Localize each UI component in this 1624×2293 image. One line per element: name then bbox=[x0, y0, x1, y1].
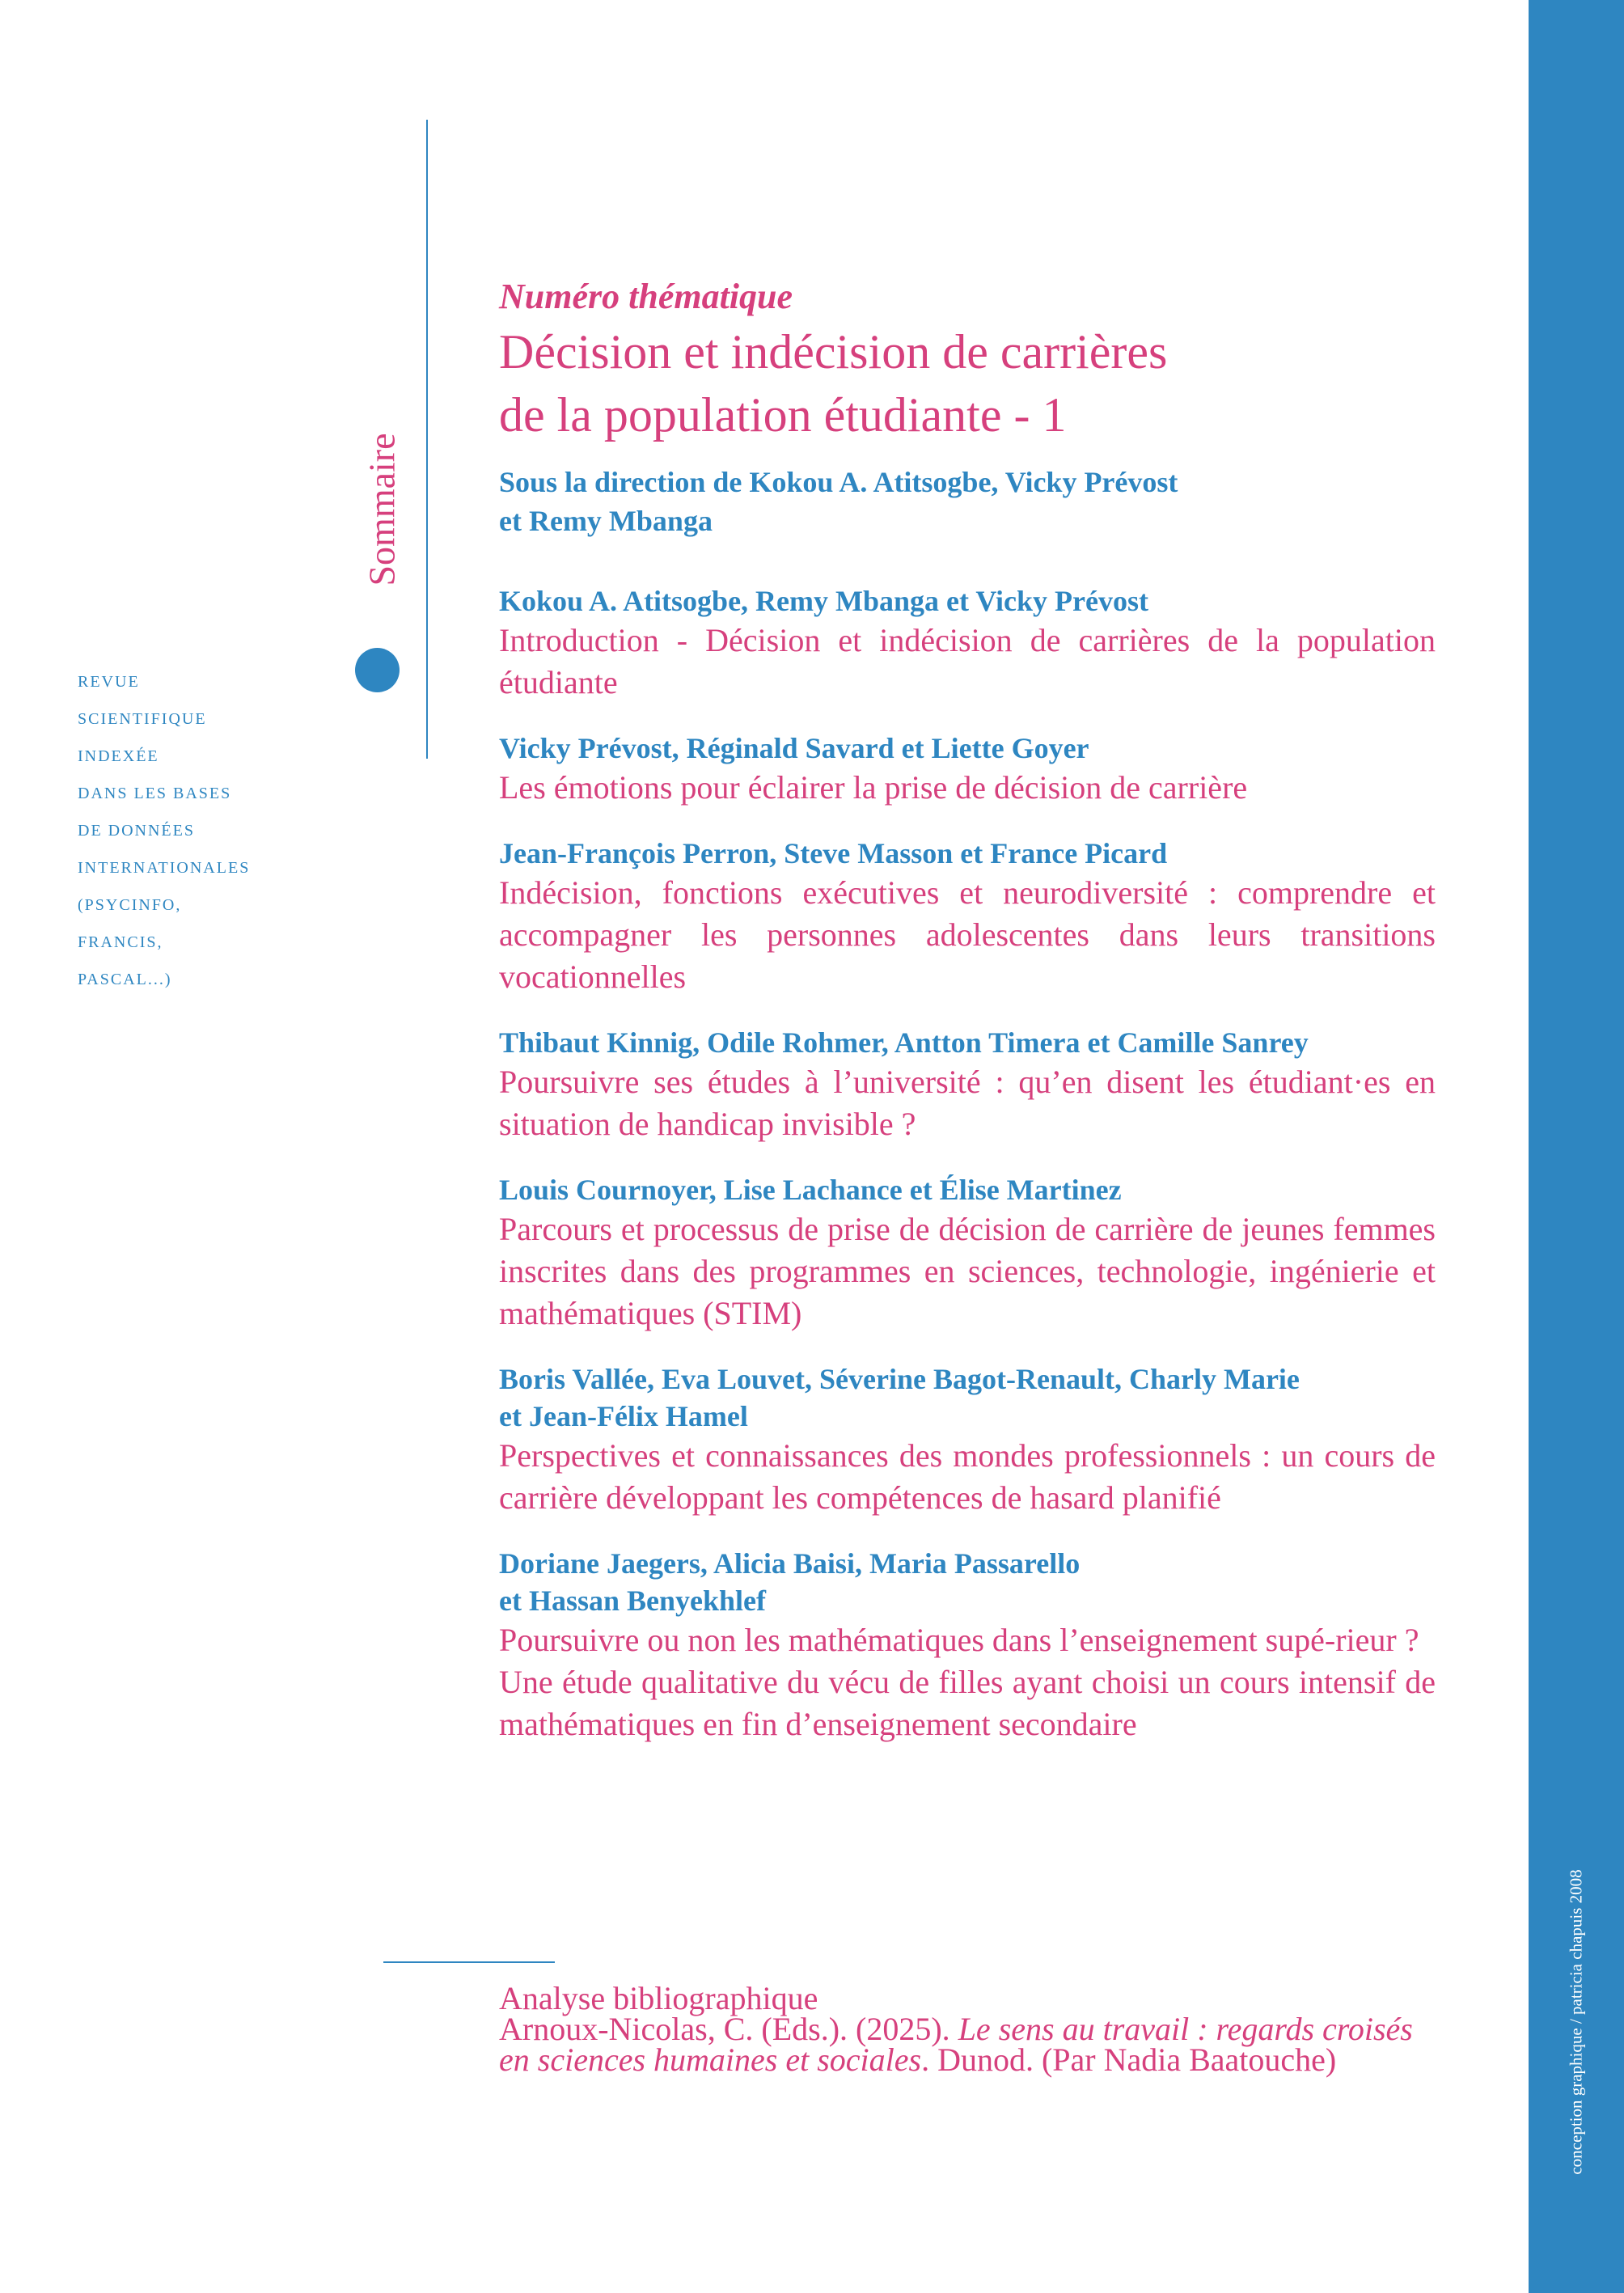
design-credit bbox=[1529, 1796, 1624, 2249]
article-entry[interactable] bbox=[499, 1171, 1436, 1335]
indexing-note-line: SCIENTIFIQUE bbox=[78, 710, 207, 728]
indexing-note-line: INTERNATIONALES bbox=[78, 859, 251, 877]
article-authors-line: et Hassan Benyekhlef bbox=[499, 1584, 767, 1617]
article-authors: Kokou A. Atitsogbe, Remy Mbanga et Vicky Prévost bbox=[499, 585, 1148, 617]
vertical-divider bbox=[426, 120, 428, 759]
issue-title-line: Décision et indécision de carrières bbox=[499, 325, 1168, 379]
indexing-note-line: INDEXÉE bbox=[78, 747, 159, 765]
indexing-note bbox=[78, 663, 320, 998]
issue-kicker: Numéro thématique bbox=[499, 277, 793, 316]
article-authors bbox=[499, 1360, 1436, 1435]
article-authors-line: Boris Vallée, Eva Louvet, Séverine Bagot-Renault, Charly Marie bbox=[499, 1363, 1300, 1395]
article-authors-line: Doriane Jaegers, Alicia Baisi, Maria Passarello bbox=[499, 1547, 1081, 1580]
article-list bbox=[499, 582, 1436, 1745]
reference-title: Le sens au travail : regards croisés en sciences humaines et sociales bbox=[499, 2011, 1413, 2078]
article-authors: Thibaut Kinnig, Odile Rohmer, Antton Timera et Camille Sanrey bbox=[499, 1026, 1309, 1059]
article-authors: Jean-François Perron, Steve Masson et France Picard bbox=[499, 837, 1168, 869]
article-title: Poursuivre ses études à l’université : qu’en disent les étudiant·es en situation de handicap invisible ? bbox=[499, 1064, 1436, 1142]
article-title: Indécision, fonctions exécutives et neurodiversité : comprendre et accompagner les personnes adolescentes dans leurs transitions vocationnelles bbox=[499, 874, 1436, 995]
article-authors: Louis Cournoyer, Lise Lachance et Élise Martinez bbox=[499, 1174, 1122, 1206]
table-of-contents bbox=[499, 275, 1436, 1771]
issue-title bbox=[499, 320, 1436, 446]
section-rule bbox=[383, 1961, 555, 1963]
indexing-note-line: REVUE bbox=[78, 673, 140, 691]
indexing-note-line: DANS LES BASES bbox=[78, 785, 232, 802]
bibliography-reference[interactable] bbox=[499, 2011, 1436, 2078]
indexing-note-line: DE DONNÉES bbox=[78, 822, 195, 840]
indexing-note-line: FRANCIS, bbox=[78, 933, 163, 951]
article-subtitle: Une étude qualitative du vécu de filles ayant choisi un cours intensif de mathématiques en fin d’enseignement secondaire bbox=[499, 1664, 1436, 1742]
article-entry[interactable] bbox=[499, 1360, 1436, 1519]
article-authors-line: et Jean-Félix Hamel bbox=[499, 1400, 748, 1432]
design-credit-text: conception graphique / patricia chapuis 2008 bbox=[1566, 1869, 1586, 2175]
article-entry[interactable] bbox=[499, 582, 1436, 704]
bibliography-section bbox=[499, 1980, 1436, 2078]
issue-editors bbox=[499, 463, 1436, 540]
article-authors bbox=[499, 1545, 1436, 1619]
article-title: Perspectives et connaissances des mondes professionnels : un cours de carrière développant les compétences de hasard planifié bbox=[499, 1437, 1436, 1516]
indexing-note-line: (PSYCINFO, bbox=[78, 896, 182, 914]
reference-publisher: . Dunod. (Par Nadia Baatouche) bbox=[921, 2041, 1337, 2078]
bibliography-label: Analyse bibliographique bbox=[499, 1980, 818, 2016]
article-title: Introduction - Décision et indécision de carrières de la population étudiante bbox=[499, 622, 1436, 700]
sommaire-heading bbox=[349, 388, 414, 631]
article-entry[interactable] bbox=[499, 835, 1436, 998]
article-title: Les émotions pour éclairer la prise de décision de carrière bbox=[499, 769, 1248, 806]
issue-title-line: de la population étudiante - 1 bbox=[499, 388, 1067, 442]
bullet-dot bbox=[355, 648, 400, 692]
issue-editors-line: et Remy Mbanga bbox=[499, 505, 713, 537]
sommaire-label: Sommaire bbox=[361, 433, 403, 586]
indexing-note-line: PASCAL...) bbox=[78, 971, 172, 988]
article-authors: Vicky Prévost, Réginald Savard et Liette Goyer bbox=[499, 732, 1089, 764]
reference-authors: Arnoux-Nicolas, C. (Eds.). (2025). bbox=[499, 2011, 958, 2047]
article-title: Parcours et processus de prise de décision de carrière de jeunes femmes inscrites dans des programmes en sciences, technologie, ingénierie et mathématiques (STIM) bbox=[499, 1211, 1436, 1331]
article-title: Poursuivre ou non les mathématiques dans l’enseignement supé-rieur ? bbox=[499, 1622, 1419, 1658]
article-entry[interactable] bbox=[499, 1024, 1436, 1145]
issue-editors-line: Sous la direction de Kokou A. Atitsogbe, Vicky Prévost bbox=[499, 466, 1178, 498]
article-entry[interactable] bbox=[499, 730, 1436, 809]
article-entry[interactable] bbox=[499, 1545, 1436, 1745]
